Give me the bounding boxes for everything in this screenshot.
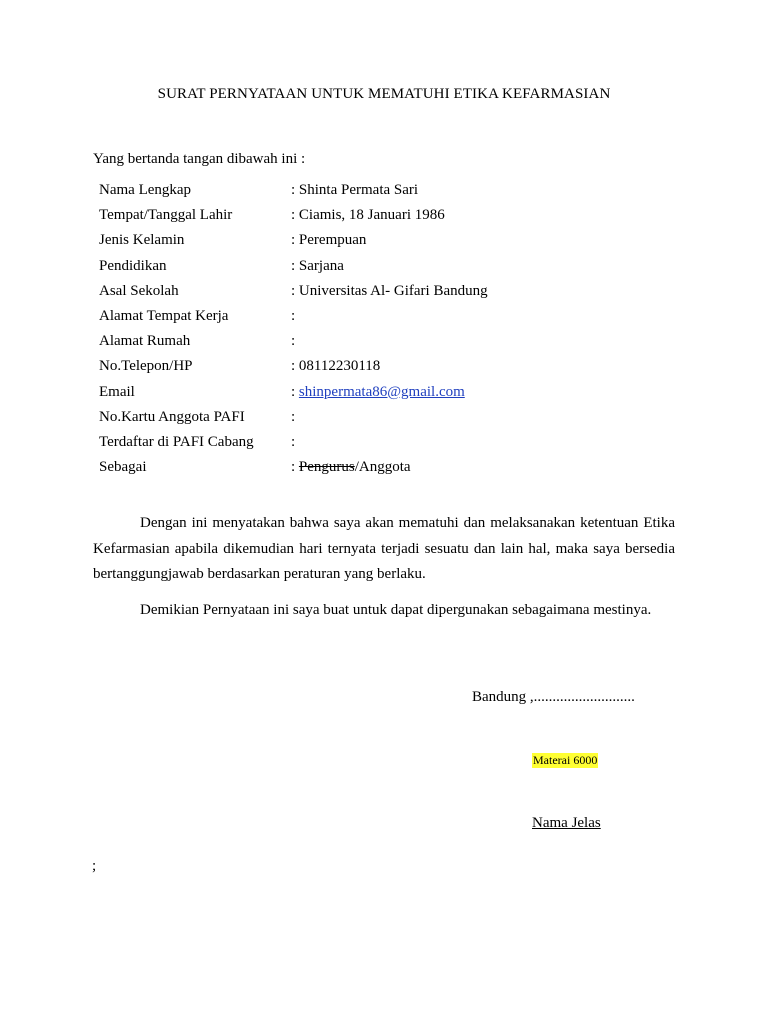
field-label: No.Kartu Anggota PAFI	[99, 408, 245, 425]
field-value: : Universitas Al- Gifari Bandung	[291, 282, 488, 299]
field-value: : Ciamis, 18 Januari 1986	[291, 207, 445, 224]
struck-option: Pengurus	[298, 459, 355, 476]
field-label: Alamat Tempat Kerja	[99, 307, 229, 324]
selected-option: /Anggota	[354, 459, 411, 476]
materai-stamp-label: Materai 6000	[533, 753, 598, 767]
field-label: Tempat/Tanggal Lahir	[99, 207, 233, 224]
field-label: Pendidikan	[99, 257, 167, 274]
field-value	[291, 455, 411, 480]
closing-paragraph: Demikian Pernyataan ini saya buat untuk dapat dipergunakan sebagaimana mestinya.	[140, 602, 652, 618]
field-value: :	[291, 333, 296, 350]
field-label: Asal Sekolah	[99, 282, 179, 299]
email-link[interactable]: shinpermata86@gmail.com	[298, 383, 465, 400]
statement-paragraph	[93, 511, 675, 588]
field-value: :	[291, 408, 296, 425]
signature-name: Nama Jelas	[532, 815, 601, 831]
field-value: : Sarjana	[291, 257, 344, 274]
document-title: SURAT PERNYATAAN UNTUK MEMATUHI ETIKA KEFARMASIAN	[157, 86, 611, 102]
field-colon: :	[291, 383, 299, 400]
statement-text: Dengan ini menyatakan bahwa saya akan mematuhi dan melaksanakan ketentuan Etika Kefarmasian apabila dikemudian hari ternyata terjadi sesuatu dan lain hal, maka saya bersedia bertanggungjawab berdasarkan peraturan yang berlaku.	[93, 515, 675, 582]
field-value: : 08112230118	[291, 358, 381, 375]
field-value: :	[291, 307, 296, 324]
field-label: Nama Lengkap	[99, 182, 192, 198]
field-label: Email	[99, 383, 135, 400]
trailing-mark: ;	[92, 858, 97, 874]
field-value	[291, 380, 465, 405]
field-value: : Perempuan	[291, 232, 367, 249]
field-label: Terdaftar di PAFI Cabang	[99, 433, 254, 450]
field-label: No.Telepon/HP	[99, 358, 193, 375]
field-label: Jenis Kelamin	[99, 232, 185, 249]
intro-text: Yang bertanda tangan dibawah ini :	[93, 151, 306, 167]
field-label: Sebagai	[99, 459, 147, 476]
field-label: Alamat Rumah	[99, 333, 191, 350]
field-colon: :	[291, 459, 299, 476]
field-value: :	[291, 433, 296, 450]
field-value: : Shinta Permata Sari	[291, 182, 419, 198]
place-date: Bandung ,...........................	[472, 689, 635, 705]
